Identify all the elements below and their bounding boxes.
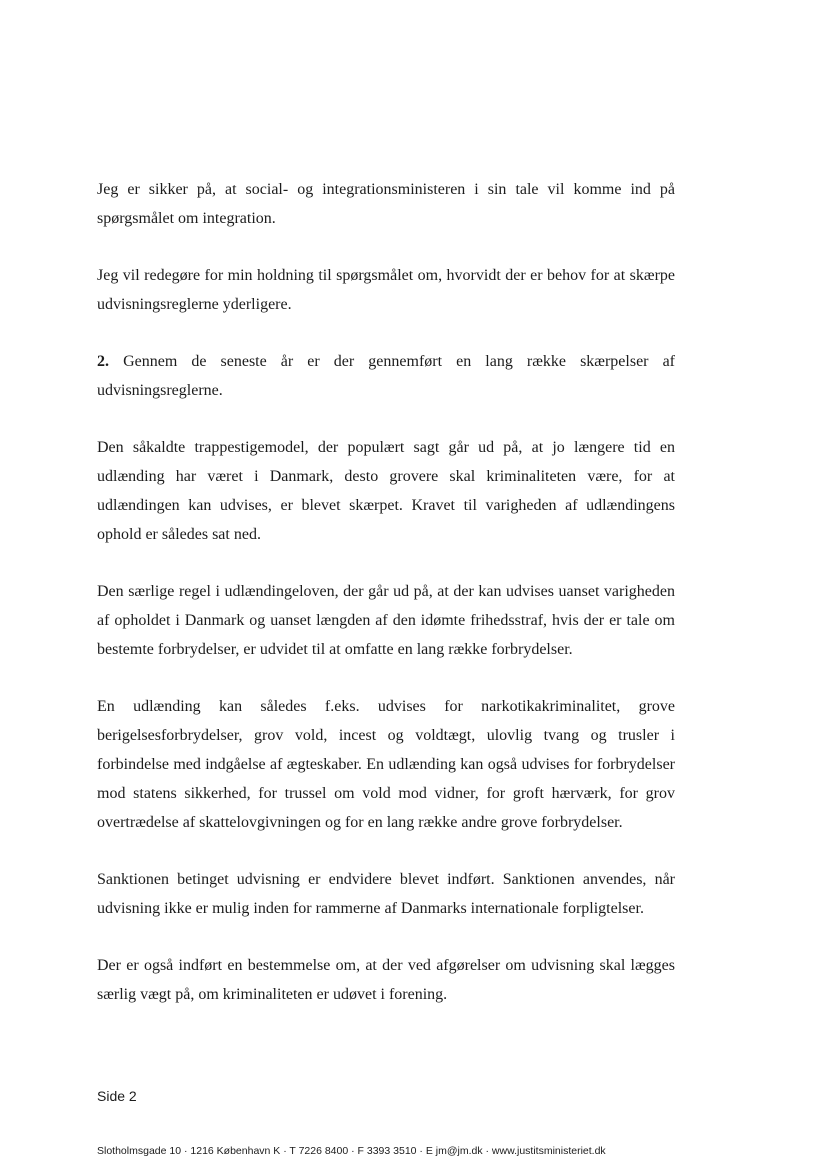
- paragraph-5: [97, 577, 675, 664]
- paragraph-8: [97, 951, 675, 1009]
- paragraph-text: En udlænding kan således f.eks. udvises for narkotikakriminalitet, grove berigelsesforbrydelser, grov vold, incest og voldtægt, ulovlig tvang og trusler i forbindelse med indgåelse af ægteskaber. En udlænding kan også udvises for forbrydelser mod statens sikkerhed, for trussel om vold mod vidner, for groft hærværk, for grov overtrædelse af skattelovgivningen og for en lang række andre grove forbrydelser.: [97, 698, 675, 831]
- paragraph-text: Den særlige regel i udlændingeloven, der går ud på, at der kan udvises uanset varigheden af opholdet i Danmark og uanset længden af den idømte frihedsstraf, hvis der er tale om bestemte forbrydelser, er udvidet til at omfatte en lang række forbrydelser.: [97, 583, 675, 658]
- paragraph-2: [97, 261, 675, 319]
- paragraph-7: [97, 865, 675, 923]
- paragraph-6: [97, 692, 675, 837]
- paragraph-text: Sanktionen betinget udvisning er endvidere blevet indført. Sanktionen anvendes, når udvisning ikke er mulig inden for rammerne af Danmarks internationale forpligtelser.: [97, 871, 675, 917]
- paragraph-text: Den såkaldte trappestigemodel, der populært sagt går ud på, at jo længere tid en udlænding har været i Danmark, desto grovere skal kriminaliteten være, for at udlændingen kan udvises, er blevet skærpet. Kravet til varigheden af udlændingens ophold er således sat ned.: [97, 439, 675, 543]
- section-number: 2.: [97, 353, 109, 370]
- paragraph-3: [97, 347, 675, 405]
- paragraph-text: Der er også indført en bestemmelse om, at der ved afgørelser om udvisning skal lægges særlig vægt på, om kriminaliteten er udøvet i forening.: [97, 957, 675, 1003]
- page-number: Side 2: [97, 1088, 137, 1104]
- paragraph-4: [97, 433, 675, 549]
- footer-address: Slotholmsgade 10 · 1216 København K · T 7226 8400 · F 3393 3510 · E jm@jm.dk · www.justitsministeriet.dk: [97, 1145, 606, 1157]
- paragraph-1: [97, 175, 675, 233]
- paragraph-text: Jeg vil redegøre for min holdning til spørgsmålet om, hvorvidt der er behov for at skærpe udvisningsreglerne yderligere.: [97, 267, 675, 313]
- paragraph-text: Gennem de seneste år er der gennemført en lang række skærpelser af udvisningsreglerne.: [97, 353, 676, 399]
- paragraph-text: Jeg er sikker på, at social- og integrationsministeren i sin tale vil komme ind på spørgsmålet om integration.: [97, 181, 675, 227]
- document-body: [97, 175, 675, 1037]
